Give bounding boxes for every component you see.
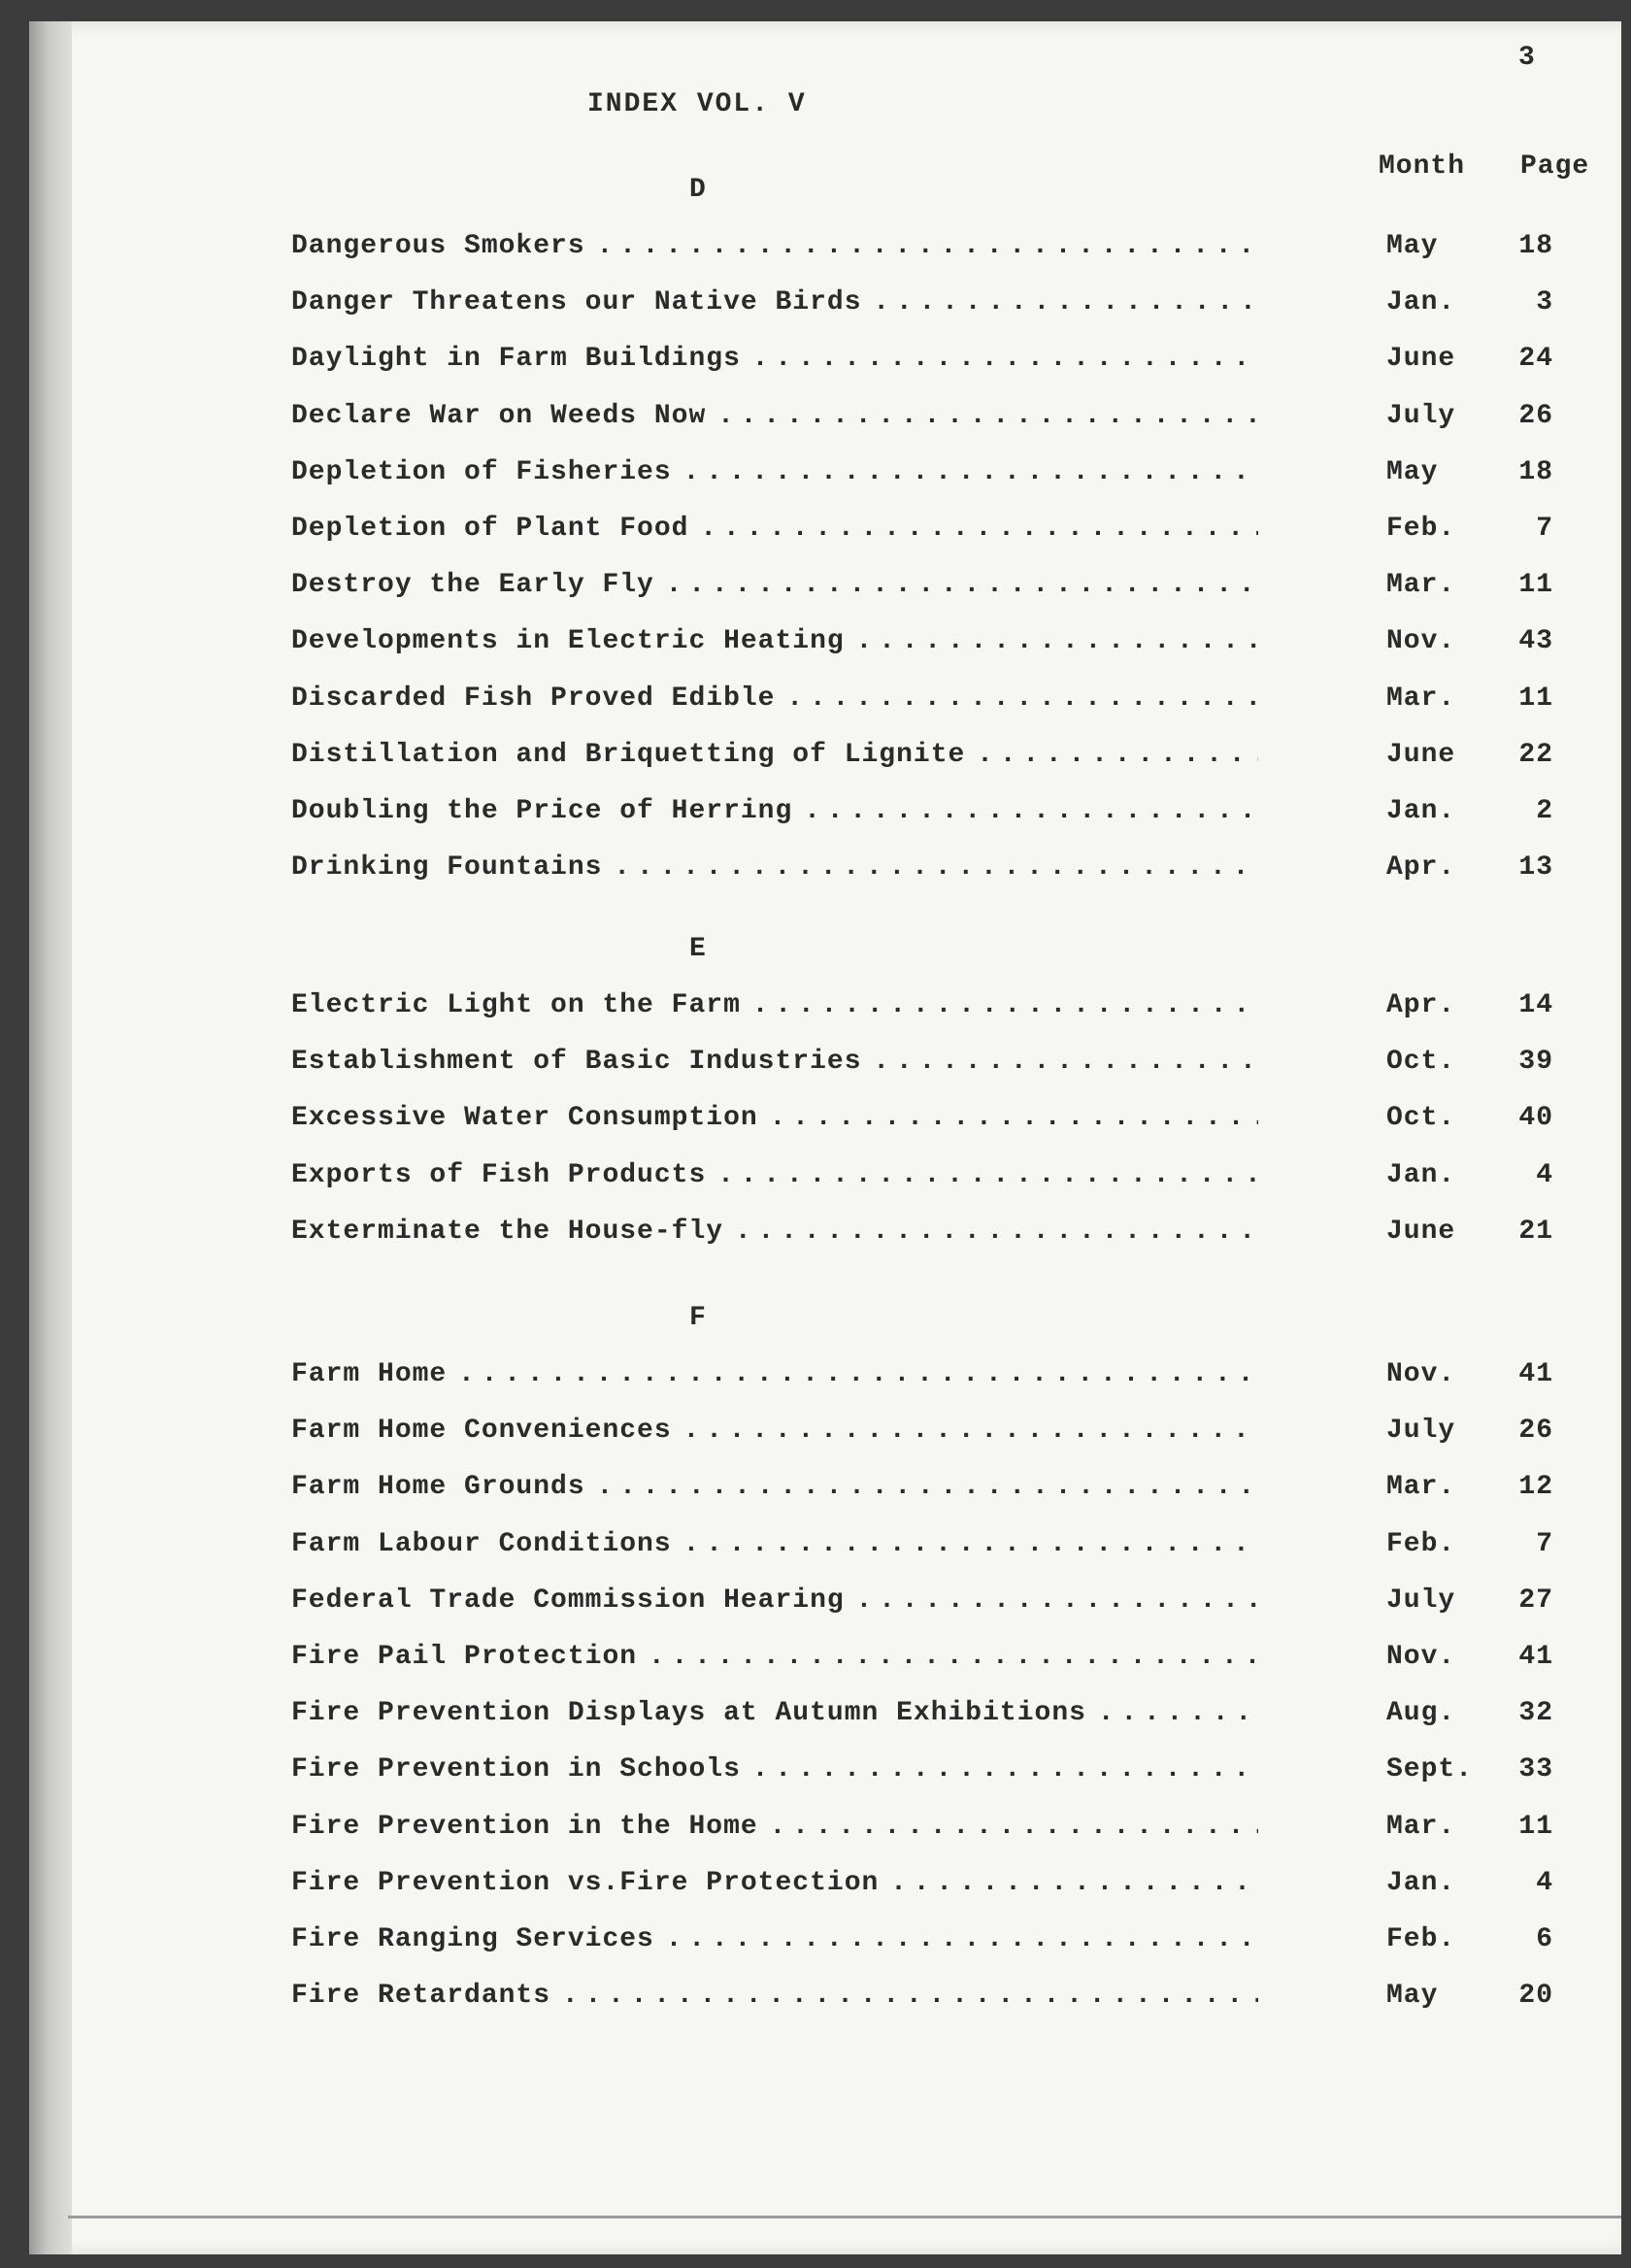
entry-title: Farm Home Conveniences . . .	[291, 1416, 1258, 1446]
entry-month: June	[1386, 740, 1456, 770]
entry-month: Nov.	[1386, 1359, 1456, 1389]
index-entry	[0, 1047, 1592, 1085]
entry-month: Feb.	[1386, 1529, 1456, 1559]
entry-page: 12	[1518, 1472, 1553, 1502]
entry-page: 27	[1518, 1585, 1553, 1616]
entry-page: 4	[1536, 1868, 1553, 1898]
entry-page: 39	[1518, 1047, 1553, 1077]
entry-month: Apr.	[1386, 990, 1456, 1020]
index-entry	[0, 1754, 1592, 1793]
entry-title: Developments in Electric Heating . . .	[291, 626, 1258, 656]
entry-title: Destroy the Early Fly . . .	[291, 570, 1258, 600]
entry-title: Farm Home Grounds . . .	[291, 1472, 1258, 1502]
index-entry	[0, 231, 1592, 270]
entry-page: 26	[1518, 1416, 1553, 1446]
entry-month: Oct.	[1386, 1047, 1456, 1077]
entry-month: June	[1386, 344, 1456, 374]
entry-month: May	[1386, 1981, 1439, 2011]
entry-title: Farm Labour Conditions . . .	[291, 1529, 1258, 1559]
entry-title: Electric Light on the Farm . . .	[291, 990, 1258, 1020]
entry-month: Sept.	[1386, 1754, 1474, 1784]
entry-month: Mar.	[1386, 684, 1456, 714]
entry-month: July	[1386, 1585, 1456, 1616]
entry-title: Exports of Fish Products . . .	[291, 1160, 1258, 1190]
entry-month: Feb.	[1386, 1924, 1456, 1954]
column-header-month: Month	[1379, 151, 1466, 182]
page-bottom-edge	[68, 2216, 1621, 2218]
section-letter-d: D	[689, 175, 707, 205]
entry-month: May	[1386, 231, 1439, 261]
index-entry	[0, 796, 1592, 835]
entry-page: 7	[1536, 1529, 1553, 1559]
index-entry	[0, 344, 1592, 383]
entry-month: Nov.	[1386, 1642, 1456, 1672]
entry-month: Mar.	[1386, 1812, 1456, 1842]
index-entry	[0, 684, 1592, 722]
index-entry	[0, 852, 1592, 891]
index-entry	[0, 990, 1592, 1029]
entry-month: Mar.	[1386, 1472, 1456, 1502]
index-entry	[0, 1103, 1592, 1142]
entry-month: Mar.	[1386, 570, 1456, 600]
entry-title: Fire Pail Protection . . .	[291, 1642, 1258, 1672]
entry-page: 40	[1518, 1103, 1553, 1133]
page-number: 3	[1518, 43, 1536, 73]
entry-month: Oct.	[1386, 1103, 1456, 1133]
entry-month: Apr.	[1386, 852, 1456, 883]
index-entry	[0, 287, 1592, 326]
entry-month: June	[1386, 1217, 1456, 1247]
entry-page: 41	[1518, 1642, 1553, 1672]
index-entry	[0, 1472, 1592, 1511]
entry-title: Fire Prevention in the Home . . .	[291, 1812, 1258, 1842]
entry-title: Declare War on Weeds Now . . .	[291, 401, 1258, 431]
index-entry	[0, 1359, 1592, 1398]
entry-page: 2	[1536, 796, 1553, 826]
index-entry	[0, 1585, 1592, 1624]
index-entry	[0, 570, 1592, 609]
entry-month: Jan.	[1386, 1160, 1456, 1190]
entry-title: Fire Prevention Displays at Autumn Exhibitions . . .	[291, 1698, 1258, 1728]
entry-title: Dangerous Smokers . . .	[291, 231, 1258, 261]
entry-title: Exterminate the House-fly . . .	[291, 1217, 1258, 1247]
entry-page: 14	[1518, 990, 1553, 1020]
entry-page: 11	[1518, 684, 1553, 714]
entry-month: Aug.	[1386, 1698, 1456, 1728]
entry-title: Farm Home . . .	[291, 1359, 1258, 1389]
entry-title: Depletion of Fisheries . . .	[291, 457, 1258, 487]
index-entry	[0, 1642, 1592, 1681]
section-letter-e: E	[689, 934, 707, 964]
entry-page: 6	[1536, 1924, 1553, 1954]
entry-month: Jan.	[1386, 1868, 1456, 1898]
index-title: INDEX VOL. V	[587, 89, 807, 119]
index-entry	[0, 740, 1592, 779]
entry-page: 43	[1518, 626, 1553, 656]
index-entry	[0, 1924, 1592, 1963]
entry-page: 11	[1518, 570, 1553, 600]
index-entry	[0, 1416, 1592, 1454]
entry-title: Fire Retardants . . .	[291, 1981, 1258, 2011]
index-entry	[0, 626, 1592, 665]
entry-page: 22	[1518, 740, 1553, 770]
index-entry	[0, 401, 1592, 440]
entry-month: Feb.	[1386, 514, 1456, 544]
entry-title: Fire Prevention vs.Fire Protection . . .	[291, 1868, 1258, 1898]
entry-page: 20	[1518, 1981, 1553, 2011]
entry-title: Fire Ranging Services . . .	[291, 1924, 1258, 1954]
index-entry	[0, 1529, 1592, 1568]
entry-month: July	[1386, 1416, 1456, 1446]
entry-page: 4	[1536, 1160, 1553, 1190]
index-entry	[0, 1812, 1592, 1851]
index-entry	[0, 514, 1592, 552]
entry-page: 7	[1536, 514, 1553, 544]
entry-title: Establishment of Basic Industries . . .	[291, 1047, 1258, 1077]
entry-page: 3	[1536, 287, 1553, 317]
section-letter-f: F	[689, 1303, 707, 1333]
entry-title: Distillation and Briquetting of Lignite . . .	[291, 740, 1258, 770]
entry-page: 18	[1518, 457, 1553, 487]
index-entry	[0, 1217, 1592, 1255]
entry-month: May	[1386, 457, 1439, 487]
index-entry	[0, 1981, 1592, 2019]
column-header-page: Page	[1520, 151, 1590, 182]
entry-month: Jan.	[1386, 287, 1456, 317]
index-entry	[0, 1160, 1592, 1199]
entry-page: 21	[1518, 1217, 1553, 1247]
entry-title: Drinking Fountains . . .	[291, 852, 1258, 883]
entry-month: Nov.	[1386, 626, 1456, 656]
entry-title: Daylight in Farm Buildings . . .	[291, 344, 1258, 374]
entry-page: 41	[1518, 1359, 1553, 1389]
entry-title: Excessive Water Consumption . . .	[291, 1103, 1258, 1133]
entry-page: 24	[1518, 344, 1553, 374]
entry-month: July	[1386, 401, 1456, 431]
entry-title: Federal Trade Commission Hearing . . .	[291, 1585, 1258, 1616]
index-entry	[0, 457, 1592, 496]
entry-page: 26	[1518, 401, 1553, 431]
entry-page: 18	[1518, 231, 1553, 261]
entry-page: 33	[1518, 1754, 1553, 1784]
index-entry	[0, 1868, 1592, 1907]
entry-page: 32	[1518, 1698, 1553, 1728]
index-entry	[0, 1698, 1592, 1737]
entry-title: Danger Threatens our Native Birds . . .	[291, 287, 1258, 317]
entry-page: 13	[1518, 852, 1553, 883]
entry-page: 11	[1518, 1812, 1553, 1842]
entry-title: Fire Prevention in Schools . . .	[291, 1754, 1258, 1784]
entry-title: Discarded Fish Proved Edible . . .	[291, 684, 1258, 714]
entry-title: Depletion of Plant Food . . .	[291, 514, 1258, 544]
entry-month: Jan.	[1386, 796, 1456, 826]
entry-title: Doubling the Price of Herring . . .	[291, 796, 1258, 826]
